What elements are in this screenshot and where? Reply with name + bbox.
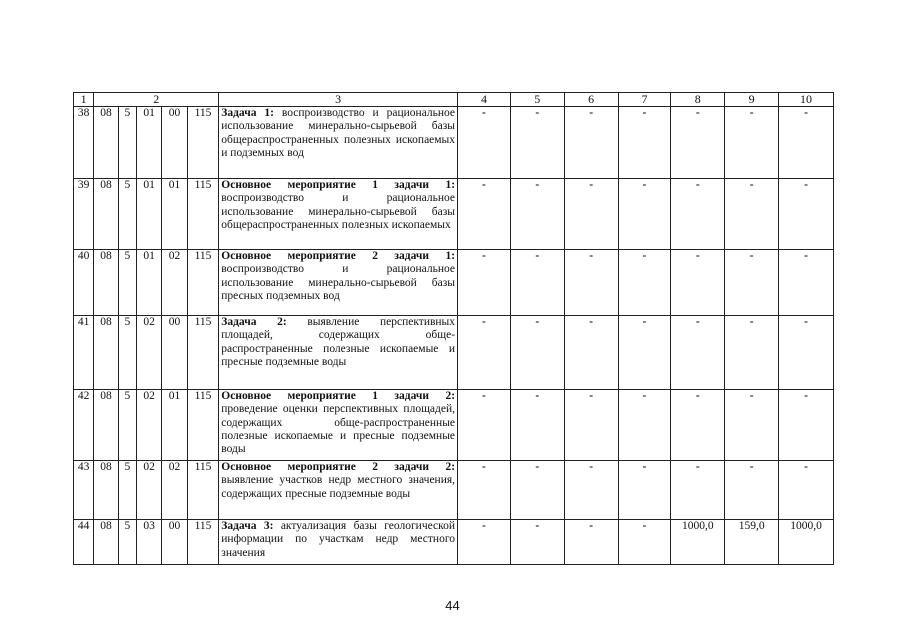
description-text: проведение оценки перспективных площадей, содержащих обще-распространенные полезные ископаемые и пресные подземные воды [221,403,456,456]
value-cell: - [564,179,618,250]
code-cell: 08 [94,390,118,461]
value-cell: - [779,461,834,520]
value-cell: - [725,316,779,390]
row-number-cell: 39 [74,179,94,250]
value-cell: - [564,520,618,565]
code-cell: 01 [136,107,161,179]
value-cell: - [618,179,671,250]
code-cell: 115 [187,316,219,390]
value-cell: - [564,107,618,179]
value-cell: - [671,107,725,179]
value-cell: - [671,316,725,390]
value-cell: - [725,107,779,179]
code-cell: 01 [136,179,161,250]
page-number: 44 [445,598,460,613]
description-cell [219,316,458,390]
code-cell: 5 [118,316,136,390]
value-cell: - [779,316,834,390]
col-header-9: 9 [725,93,779,107]
code-cell: 08 [94,316,118,390]
code-cell: 08 [94,250,118,316]
description-title: Основное мероприятие 2 задачи 2: [221,461,456,474]
col-header-7: 7 [618,93,671,107]
description-cell [219,520,458,565]
value-cell: - [725,390,779,461]
description-text: воспроизводство и рациональное использование минерально-сырьевой базы общераспространенных полезных ископаемых [221,192,456,231]
value-cell: - [618,461,671,520]
code-cell: 08 [94,520,118,565]
description-title: Основное мероприятие 2 задачи 1: [221,250,456,263]
value-cell: - [510,250,564,316]
code-cell: 08 [94,179,118,250]
value-cell: - [458,179,511,250]
description-title: Задача 2: [221,316,287,329]
description-cell [219,179,458,250]
table-row [74,390,834,461]
table-row [74,250,834,316]
value-cell: - [458,520,511,565]
description-cell [219,250,458,316]
code-cell: 08 [94,107,118,179]
value-cell: - [725,250,779,316]
code-cell: 115 [187,250,219,316]
col-header-8: 8 [671,93,725,107]
value-cell: - [458,250,511,316]
code-cell: 03 [136,520,161,565]
value-cell: 1000,0 [779,520,834,565]
col-header-1: 1 [74,93,94,107]
value-cell: - [564,316,618,390]
value-cell: - [725,179,779,250]
description-text: выявление участков недр местного значения, содержащих пресные подземные воды [221,474,456,500]
code-cell: 115 [187,107,219,179]
table-row [74,179,834,250]
col-header-4: 4 [458,93,511,107]
code-cell: 00 [162,316,187,390]
code-cell: 5 [118,179,136,250]
value-cell: - [510,461,564,520]
code-cell: 02 [136,390,161,461]
value-cell: - [671,390,725,461]
code-cell: 00 [162,107,187,179]
table-row [74,316,834,390]
col-header-3: 3 [219,93,458,107]
value-cell: - [458,390,511,461]
table-row [74,461,834,520]
code-cell: 5 [118,390,136,461]
value-cell: 159,0 [725,520,779,565]
row-number-cell: 41 [74,316,94,390]
value-cell: - [618,250,671,316]
value-cell: - [458,107,511,179]
description-title: Основное мероприятие 1 задачи 1: [221,179,456,192]
row-number-cell: 40 [74,250,94,316]
code-cell: 02 [136,316,161,390]
value-cell: - [510,107,564,179]
description-text: воспроизводство и рациональное использование минерально-сырьевой базы пресных подземных вод [221,263,456,302]
description-cell [219,390,458,461]
col-header-5: 5 [510,93,564,107]
value-cell: - [564,250,618,316]
value-cell: - [779,390,834,461]
value-cell: - [564,461,618,520]
description-title: Основное мероприятие 1 задачи 2: [221,390,456,403]
value-cell: - [671,461,725,520]
col-header-10: 10 [779,93,834,107]
code-cell: 02 [136,461,161,520]
value-cell: - [510,520,564,565]
code-cell: 115 [187,179,219,250]
row-number-cell: 44 [74,520,94,565]
col-header-2: 2 [94,93,219,107]
table-row [74,107,834,179]
code-cell: 5 [118,250,136,316]
value-cell: - [510,316,564,390]
code-cell: 5 [118,107,136,179]
code-cell: 115 [187,461,219,520]
code-cell: 01 [162,179,187,250]
value-cell: - [671,250,725,316]
value-cell: - [510,179,564,250]
row-number-cell: 43 [74,461,94,520]
row-number-cell: 42 [74,390,94,461]
value-cell: - [618,520,671,565]
code-cell: 08 [94,461,118,520]
description-text: воспроизводство и рациональное использование минерально-сырьевой базы общераспространенных полезных ископаемых и подземных вод [221,107,456,159]
header-row [74,93,834,107]
program-table [73,92,834,565]
code-cell: 5 [118,520,136,565]
description-cell [219,461,458,520]
code-cell: 115 [187,390,219,461]
value-cell: - [510,390,564,461]
value-cell: - [618,316,671,390]
description-cell [219,107,458,179]
description-title: Задача 1: [221,107,274,120]
description-title: Задача 3: [221,520,274,533]
col-header-6: 6 [564,93,618,107]
description-text: выявление перспективных площадей, содержащих обще-распространенные полезные ископаемые и пресные подземные воды [221,316,456,368]
value-cell: - [618,390,671,461]
value-cell: - [779,250,834,316]
code-cell: 02 [162,250,187,316]
value-cell: - [618,107,671,179]
value-cell: - [779,179,834,250]
code-cell: 02 [162,461,187,520]
table-row [74,520,834,565]
value-cell: - [458,461,511,520]
value-cell: - [458,316,511,390]
code-cell: 115 [187,520,219,565]
value-cell: 1000,0 [671,520,725,565]
row-number-cell: 38 [74,107,94,179]
value-cell: - [671,179,725,250]
value-cell: - [564,390,618,461]
code-cell: 01 [162,390,187,461]
code-cell: 01 [136,250,161,316]
code-cell: 00 [162,520,187,565]
description-text: актуализация базы геологической информации по участкам недр местного значения [221,520,456,559]
code-cell: 5 [118,461,136,520]
value-cell: - [725,461,779,520]
value-cell: - [779,107,834,179]
